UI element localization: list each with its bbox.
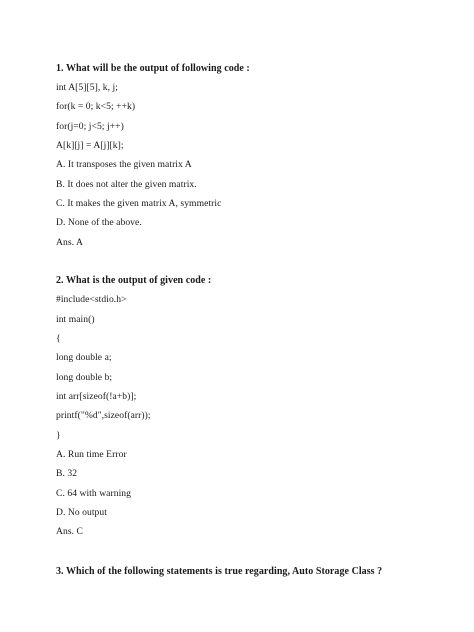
question-1-option-a: A. It transposes the given matrix A — [56, 159, 192, 170]
question-2-option-b: B. 32 — [56, 468, 78, 479]
question-2-answer: Ans. C — [56, 526, 83, 537]
question-1-option-b: B. It does not alter the given matrix. — [56, 179, 197, 190]
question-1-option-d: D. None of the above. — [56, 217, 142, 228]
question-1-code-line: int A[5][5], k, j; — [56, 82, 118, 93]
question-2-code-line: #include<stdio.h> — [56, 294, 127, 305]
question-1-answer: Ans. A — [56, 237, 83, 248]
question-1-code-line: for(k = 0; k<5; ++k) — [56, 101, 136, 112]
question-2-code-line: } — [56, 430, 61, 441]
question-1-code-line: A[k][j] = A[j][k]; — [56, 140, 124, 151]
question-2-heading: 2. What is the output of given code : — [56, 275, 212, 286]
question-2-code-line: int arr[sizeof(!a+b)]; — [56, 391, 137, 402]
question-2-option-a: A. Run time Error — [56, 449, 127, 460]
question-3-heading: 3. Which of the following statements is true regarding, Auto Storage Class ? — [56, 566, 383, 577]
question-2-code-line: printf("%d",sizeof(arr)); — [56, 410, 151, 421]
question-1-option-c: C. It makes the given matrix A, symmetric — [56, 198, 222, 209]
question-1-heading: 1. What will be the output of following code : — [56, 63, 250, 74]
question-2-code-line: long double a; — [56, 352, 112, 363]
question-2-option-c: C. 64 with warning — [56, 488, 131, 499]
question-2-code-line: long double b; — [56, 372, 113, 383]
question-2-code-line: { — [56, 333, 61, 344]
question-1-code-line: for(j=0; j<5; j++) — [56, 121, 124, 132]
question-2-option-d: D. No output — [56, 507, 107, 518]
question-2-code-line: int main() — [56, 314, 95, 325]
